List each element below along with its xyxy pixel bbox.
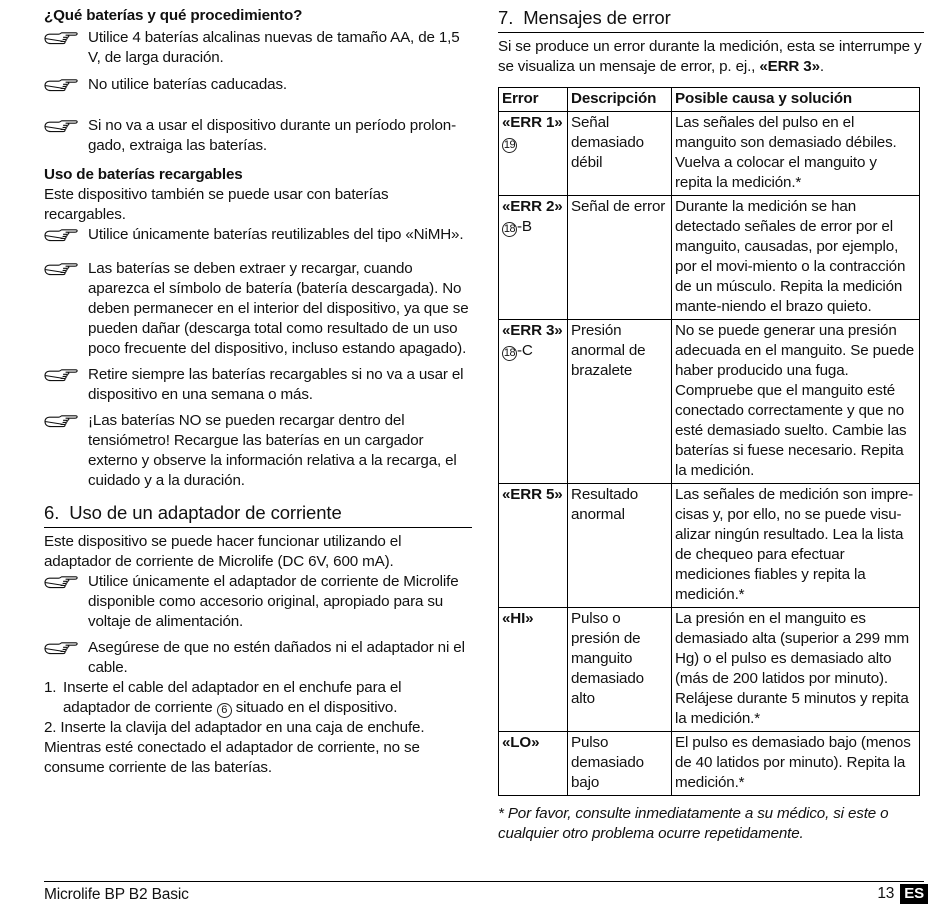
error-code-cell [499, 484, 568, 608]
pointing-hand-icon [44, 572, 88, 592]
description-cell: Pulso demasiado bajo [568, 732, 672, 796]
error-code: «ERR 2» [502, 198, 563, 215]
error-code-cell [499, 732, 568, 796]
bullet-item: Las baterías se deben extraer y recargar, cuando aparezca el símbolo de batería (batería descargada). No deben permanecer en el interior del dispositivo, ya que se pueden dañar (descarga total como resultado de un uso poco frecuente del dispositivo, incluso estando apagado). [44, 259, 472, 359]
product-name: Microlife BP B2 Basic [44, 886, 189, 903]
description-cell: Presión anormal de brazalete [568, 320, 672, 484]
bullet-item: Utilice 4 baterías alcalinas nuevas de tamaño AA, de 1,5 V, de larga duración. [44, 28, 472, 68]
column-header: Error [499, 88, 568, 112]
solution-cell: La presión en el manguito es demasiado alta (superior a 299 mm Hg) o el pulso es demasiado alto (más de 200 latidos por minuto). Relájese durante 5 minutos y repita la medición.* [672, 608, 920, 732]
pointing-hand-icon [44, 75, 88, 95]
bullet-item: No utilice baterías caducadas. [44, 75, 472, 95]
error-code: «ERR 1» [502, 114, 563, 131]
table-row [499, 732, 920, 796]
solution-cell: No se puede generar una presión adecuada en el manguito. Se puede haber producido una fuga. Compruebe que el manguito esté conectado correctamente y que no esté demasiado suelto. Cambie las baterías si fuese necesario. Repita la medición. [672, 320, 920, 484]
error-table [498, 87, 920, 796]
error-code: «ERR 5» [502, 486, 563, 503]
error-code-cell [499, 196, 568, 320]
description-cell: Resultado anormal [568, 484, 672, 608]
table-row [499, 196, 920, 320]
pointing-hand-icon [44, 411, 88, 431]
error-code-cell [499, 320, 568, 484]
table-row [499, 484, 920, 608]
pointing-hand-icon [44, 28, 88, 48]
step-2: 2. Inserte la clavija del adaptador en una caja de enchufe. [44, 719, 425, 736]
bullet-item: Asegúrese de que no estén dañados ni el adaptador ni el cable. [44, 638, 472, 678]
column-header: Descripción [568, 88, 672, 112]
error-code-cell [499, 608, 568, 732]
bullet-item: Retire siempre las baterías recargables si no va a usar el dispositivo en una semana o más. [44, 365, 472, 405]
description-cell: Señal de error [568, 196, 672, 320]
section-6-intro: Este dispositivo se puede hacer funcionar utilizando el adaptador de corriente de Microlife (DC 6V, 600 mA). [44, 533, 402, 570]
rechargeable-intro: Este dispositivo también se puede usar con baterías recargables. [44, 186, 389, 223]
reference-number-circle: 18 [503, 347, 516, 359]
reference-number-circle: 19 [503, 139, 516, 151]
language-badge: ES [900, 884, 928, 904]
reference-suffix: -B [517, 218, 532, 235]
solution-cell: Las señales del pulso en el manguito son demasiado débiles. Vuelva a colocar el manguito y repita la medición.* [672, 112, 920, 196]
bullet-item: Utilice únicamente baterías reutilizables del tipo «NiMH». [44, 225, 472, 245]
bullet-item: ¡Las baterías NO se pueden recargar dentro del tensiómetro! Recargue las baterías en un cargador externo y observe la información relativa a la recarga, el cuidado y a la duración. [44, 411, 472, 491]
section-7-heading: 7. Mensajes de error [498, 6, 924, 33]
description-cell: Señal demasiado débil [568, 112, 672, 196]
pointing-hand-icon [44, 365, 88, 385]
page-footer [44, 881, 924, 903]
solution-cell: El pulso es demasiado bajo (menos de 40 latidos por minuto). Repita la medición.* [672, 732, 920, 796]
table-row [499, 112, 920, 196]
description-cell: Pulso o presión de manguito demasiado alto [568, 608, 672, 732]
reference-suffix: -C [517, 342, 533, 359]
error-code-cell [499, 112, 568, 196]
bullet-item: Si no va a usar el dispositivo durante un período prolon-gado, extraiga las baterías. [44, 116, 472, 156]
column-header: Posible causa y solución [672, 88, 920, 112]
pointing-hand-icon [44, 638, 88, 658]
reference-number-circle: 18 [503, 223, 516, 235]
pointing-hand-icon [44, 225, 88, 245]
section-7-intro: Si se produce un error durante la medición, esta se interrumpe y se visualiza un mensaje de error, p. ej., «ERR 3». [498, 38, 922, 75]
error-code: «HI» [502, 610, 534, 627]
solution-cell: Las señales de medición son impre-cisas y, por ello, no se puede visu-alizar ningún resultado. Lea la lista de chequeo para efectuar mediciones fiables y repita la medición.* [672, 484, 920, 608]
step-1: 1. Inserte el cable del adaptador en el enchufe para el adaptador de corriente 6 situado en el dispositivo. [44, 679, 402, 716]
error-code: «ERR 3» [502, 322, 563, 339]
pointing-hand-icon [44, 116, 88, 136]
right-column [498, 6, 924, 844]
left-column [44, 6, 472, 778]
table-row [499, 320, 920, 484]
table-header-row [499, 88, 920, 112]
error-code: «LO» [502, 734, 540, 751]
table-row [499, 608, 920, 732]
bullet-item: Utilice únicamente el adaptador de corriente de Microlife disponible como accesorio original, apropiado para su voltaje de alimentación. [44, 572, 472, 632]
batteries-heading: ¿Qué baterías y qué procedimiento? [44, 7, 303, 24]
pointing-hand-icon [44, 259, 88, 279]
reference-number-circle: 6 [217, 703, 232, 718]
page-number: 13 [877, 885, 895, 902]
rechargeable-heading: Uso de baterías recargables [44, 166, 243, 183]
section-6-heading: 6. Uso de un adaptador de corriente [44, 501, 472, 528]
footnote: * Por favor, consulte inmediatamente a su médico, si este o cualquier otro problema ocurre repetidamente. [498, 805, 889, 842]
solution-cell: Durante la medición se han detectado señales de error por el manguito, causadas, por ejemplo, por el movi-miento o la contracción de un músculo. Repita la medición mante-niendo el brazo quieto. [672, 196, 920, 320]
closing-text: Mientras esté conectado el adaptador de corriente, no se consume corriente de las baterías. [44, 739, 420, 776]
